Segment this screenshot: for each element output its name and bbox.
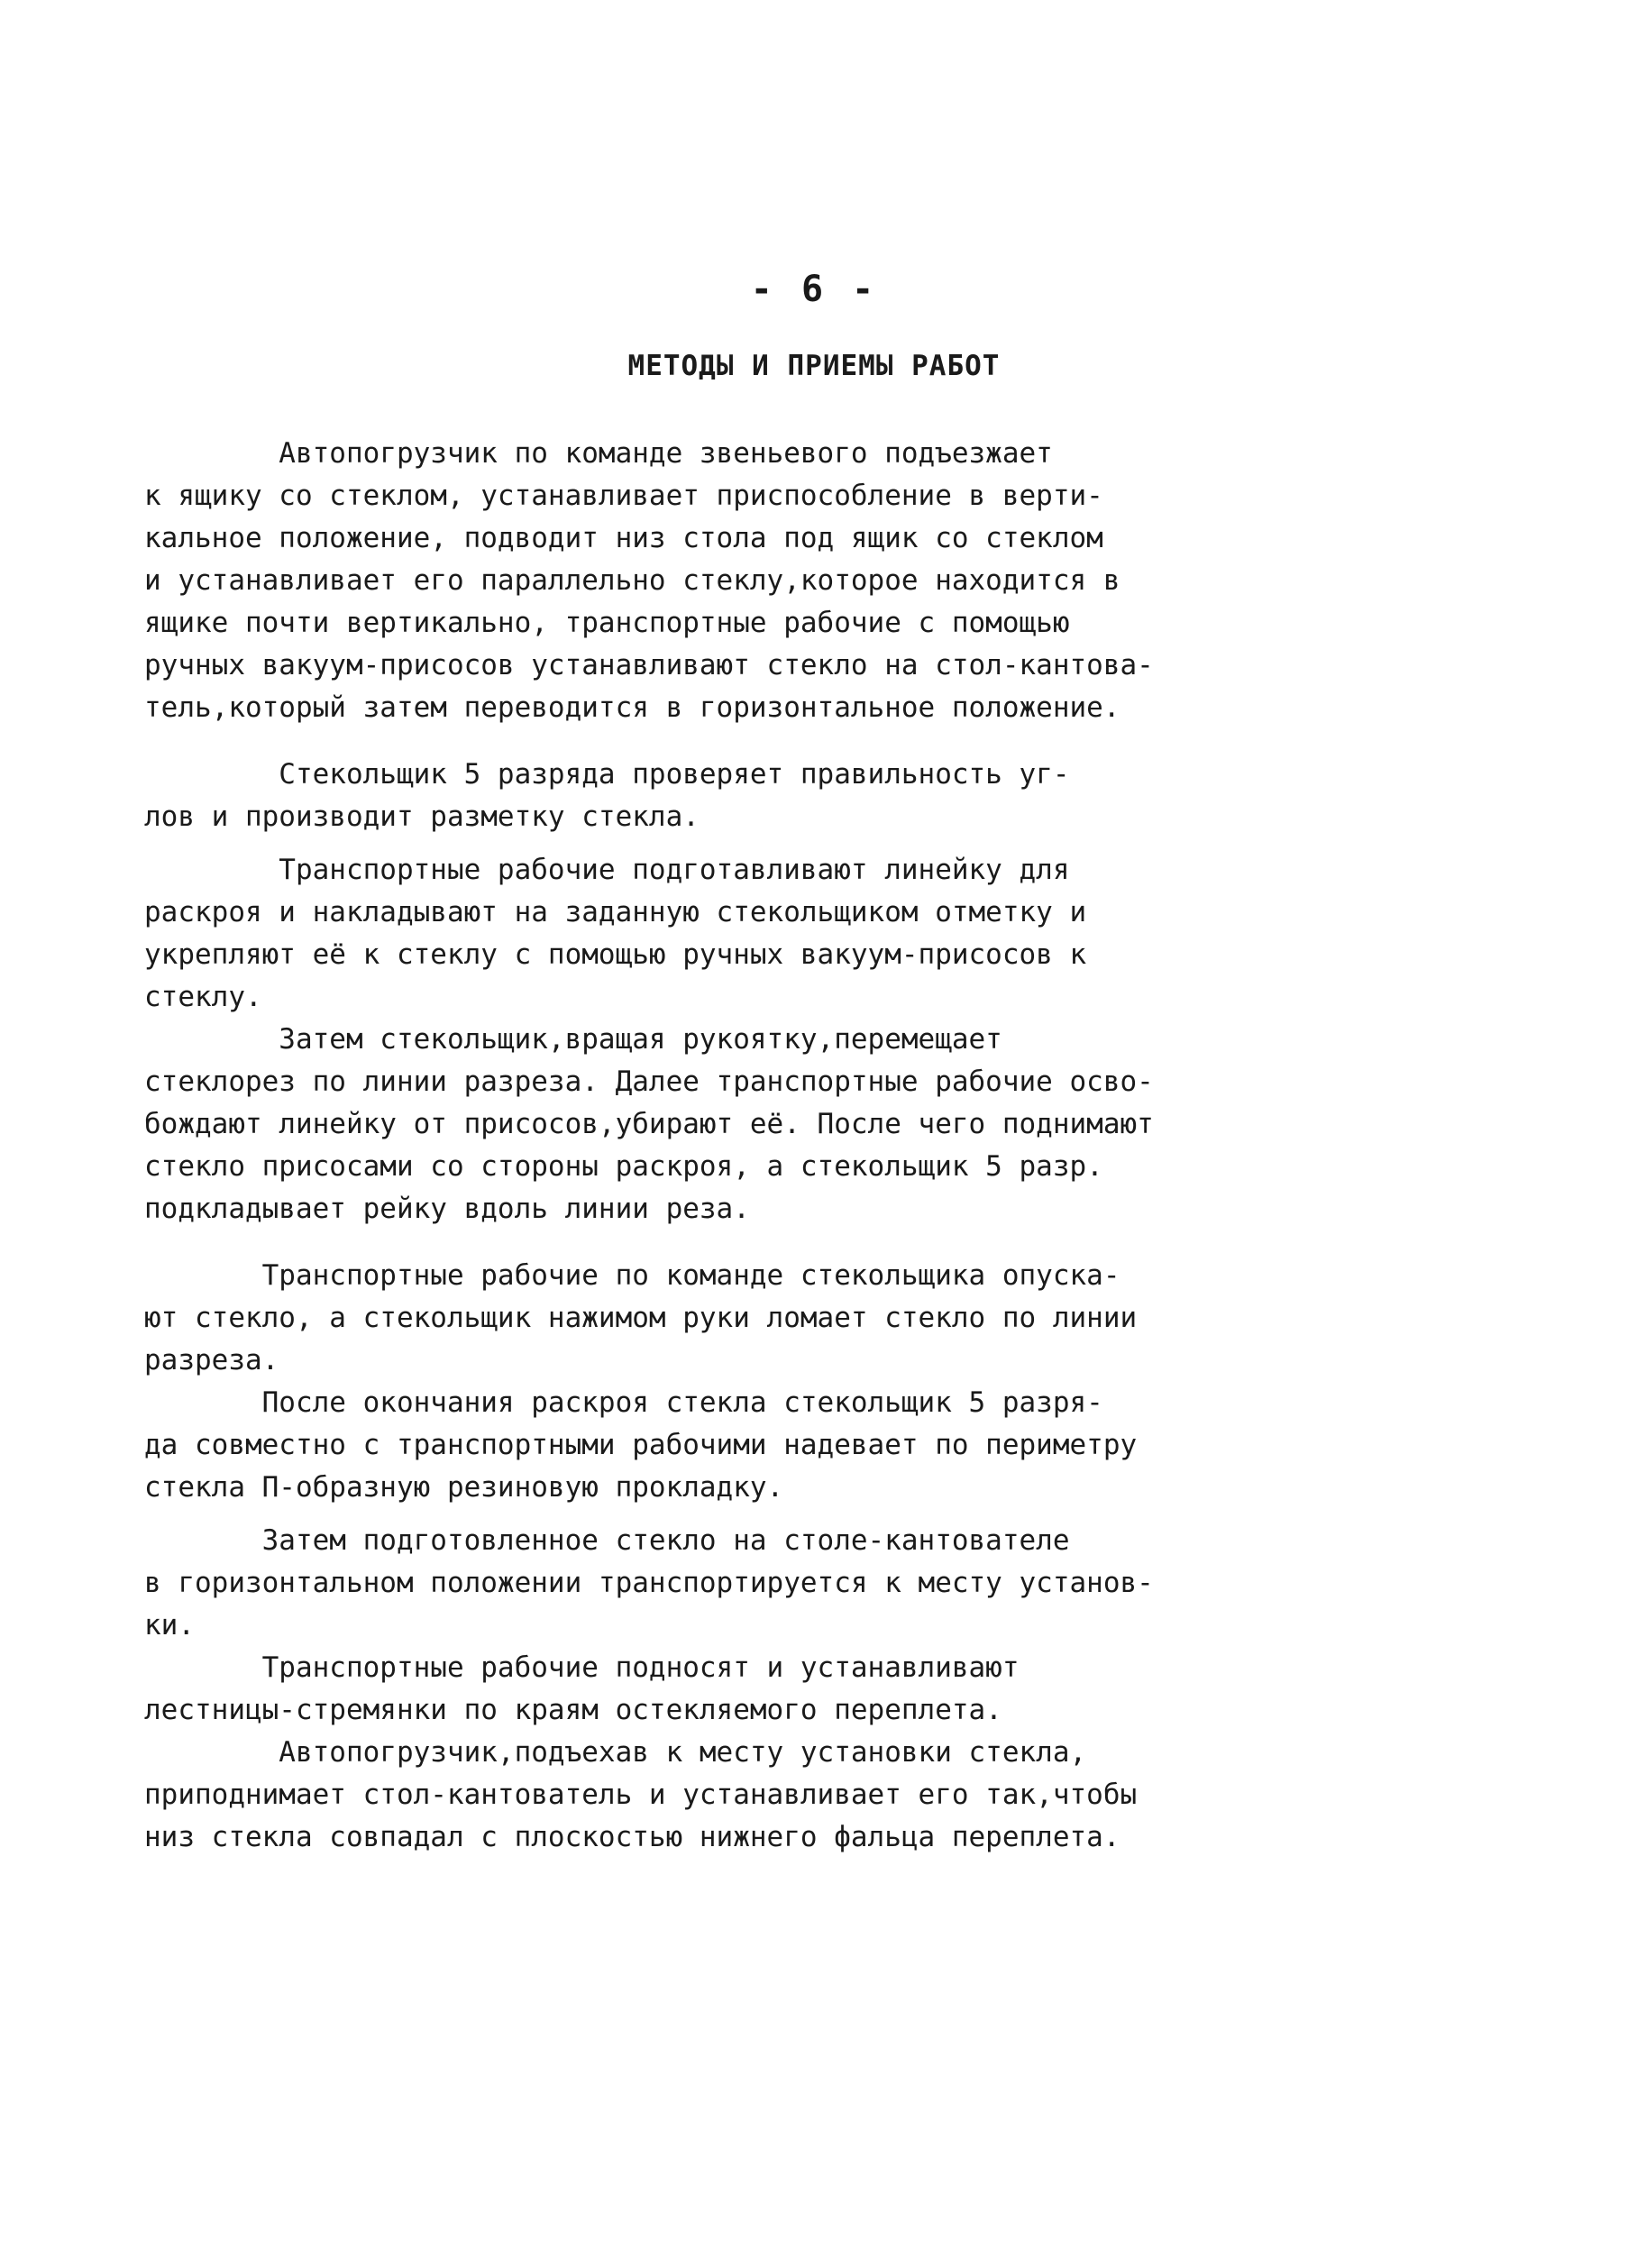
- text-line: ручных вакуум-присосов устанавливают стекло на стол-кантова-: [144, 649, 1154, 681]
- text-line: стекла П-образную резиновую прокладку.: [144, 1471, 784, 1504]
- text-line: Автопогрузчик по команде звеньевого подъезжает: [144, 437, 1053, 470]
- text-line: Затем стекольщик,вращая рукоятку,перемещает: [144, 1023, 1002, 1056]
- paragraph: [144, 849, 1190, 1019]
- text-line: в горизонтальном положении транспортируется к месту установ-: [144, 1567, 1154, 1599]
- paragraph: [144, 754, 1190, 838]
- paragraph: [144, 1255, 1190, 1382]
- text-line: Автопогрузчик,подъехав к месту установки стекла,: [144, 1736, 1087, 1769]
- paragraph-spacer: [144, 1230, 1190, 1255]
- text-line: Транспортные рабочие подготавливают линейку для: [144, 854, 1070, 886]
- text-line: стекло присосами со стороны раскроя, а стекольщик 5 разр.: [144, 1150, 1103, 1183]
- body-text: [144, 433, 1190, 1859]
- paragraph-spacer: [144, 729, 1190, 754]
- paragraph: [144, 433, 1190, 729]
- text-line: разреза.: [144, 1344, 279, 1376]
- text-line: ящике почти вертикально, транспортные рабочие с помощью: [144, 607, 1070, 639]
- paragraph: [144, 1019, 1190, 1230]
- text-line: подкладывает рейку вдоль линии реза.: [144, 1193, 750, 1225]
- text-line: Транспортные рабочие подносят и устанавливают: [144, 1651, 1020, 1684]
- paragraph: [144, 1647, 1190, 1732]
- page-number: - 6 -: [750, 269, 878, 310]
- text-line: ют стекло, а стекольщик нажимом руки ломает стекло по линии: [144, 1302, 1138, 1334]
- section-heading: МЕТОДЫ И ПРИЕМЫ РАБОТ: [627, 350, 1001, 382]
- text-line: укрепляют её к стеклу с помощью ручных вакуум-присосов к: [144, 938, 1087, 971]
- text-line: раскроя и накладывают на заданную стекольщиком отметку и: [144, 896, 1087, 928]
- text-line: Транспортные рабочие по команде стекольщика опуска-: [144, 1259, 1120, 1292]
- paragraph: [144, 1732, 1190, 1859]
- text-line: лов и производит разметку стекла.: [144, 800, 700, 833]
- paragraph-spacer: [144, 838, 1190, 849]
- text-line: тель,который затем переводится в горизонтальное положение.: [144, 691, 1120, 724]
- text-line: бождают линейку от присосов,убирают её. После чего поднимают: [144, 1108, 1154, 1140]
- paragraph: [144, 1520, 1190, 1647]
- text-line: стеклу.: [144, 981, 262, 1013]
- text-line: ки.: [144, 1609, 195, 1642]
- paragraph-spacer: [144, 1509, 1190, 1520]
- text-line: лестницы-стремянки по краям остекляемого переплета.: [144, 1694, 1002, 1726]
- text-line: После окончания раскроя стекла стекольщик 5 разря-: [144, 1386, 1103, 1419]
- text-line: стеклорез по линии разреза. Далее транспортные рабочие осво-: [144, 1065, 1154, 1098]
- text-line: и устанавливает его параллельно стеклу,которое находится в: [144, 564, 1120, 597]
- text-line: Стекольщик 5 разряда проверяет правильность уг-: [144, 758, 1070, 791]
- text-line: к ящику со стеклом, устанавливает приспособление в верти-: [144, 480, 1103, 512]
- text-line: приподнимает стол-кантователь и устанавливает его так,чтобы: [144, 1779, 1138, 1811]
- text-line: низ стекла совпадал с плоскостью нижнего фальца переплета.: [144, 1821, 1120, 1853]
- paragraph: [144, 1382, 1190, 1509]
- text-line: Затем подготовленное стекло на столе-кантователе: [144, 1524, 1070, 1557]
- text-line: кальное положение, подводит низ стола под ящик со стеклом: [144, 522, 1103, 554]
- text-line: да совместно с транспортными рабочими надевает по периметру: [144, 1429, 1138, 1461]
